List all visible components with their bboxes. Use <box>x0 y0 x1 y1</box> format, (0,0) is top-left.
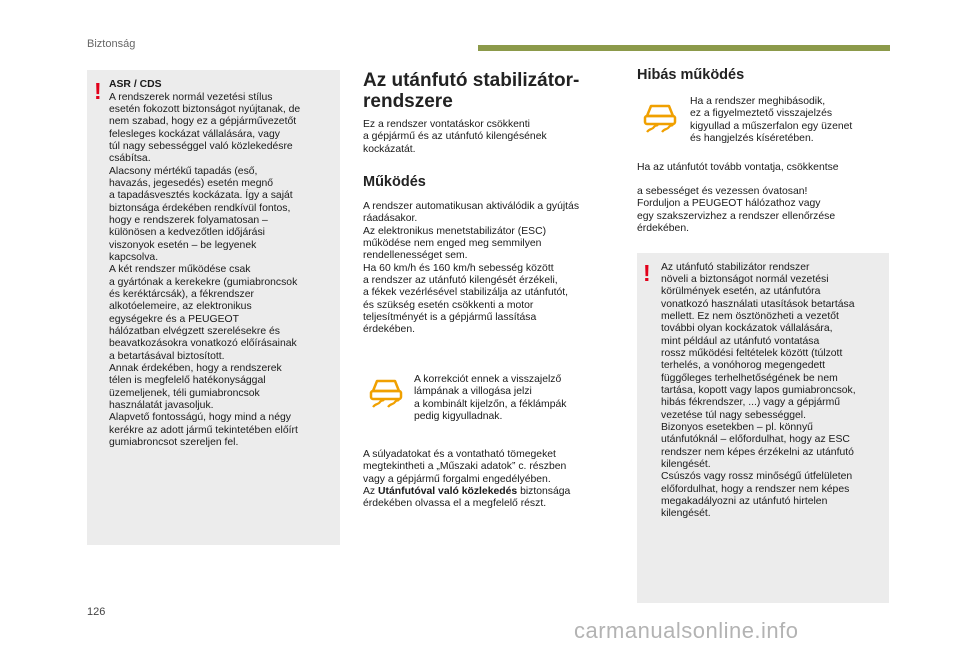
section-title-operation: Működés <box>363 174 426 190</box>
traction-control-icon <box>368 375 404 411</box>
asr-cds-text: A rendszerek normál vezetési stílus esetén fokozott biztonságot nyújtanak, de nem szabad, hogy ez a gépjárművezetőt felesleges kockázat vállalására, vagy túl nagy sebességgel való közlekedésre csábítsa. Alacsony mértékű tapadás (eső, havazás, jegesedés) esetén megnő a tapadásvesztés kockázata. Így a saját biztonsága érdekében rendkívül fontos, hogy e rendszerek folyamatosan – különösen a kedvezőtlen időjárási viszonyok esetén – be legyenek kapcsolva. A két rendszer működése csak a gyártónak a kerekekre (gumiabroncsok és keréktárcsák), a fékrendszer alkotóelemeire, az elektronikus egységekre és a PEUGEOT hálózatban elvégzett szerelésekre és beavatkozásokra vonatkozó előírásainak a betartásával biztosított. Annak érdekében, hogy a rendszerek télen is megfelelő hatékonysággal üzemeljenek, téli gumiabroncsok használatát javasoljuk. Alapvető fontosságú, hogy mind a négy kerékre az adott jármű tekintetében előírt gumiabroncsot szereljen fel. <box>109 91 301 449</box>
section-title-malfunction: Hibás működés <box>637 67 745 83</box>
malfunction-indicator-text: Ha a rendszer meghibásodik, ez a figyelmeztető visszajelzés kigyullad a műszerfalon egy üzenet és hangjelzés kíséretében. <box>690 96 853 145</box>
towing-info-text: A súlyadatokat és a vontatható tömegeket megtekintheti a „Műszaki adatok” c. részben vagy a gépjármű forgalmi engedélyében. Az Utánfutóval való közlekedés biztonsága érdekében olvassa el a megfelelő részt. <box>363 449 571 510</box>
warning-mark-icon: ! <box>643 260 651 286</box>
section-label: Biztonság <box>87 38 136 50</box>
traction-control-warning-icon <box>642 100 678 136</box>
warning-mark-icon: ! <box>94 78 102 104</box>
page-title: Az utánfutó stabilizátor- rendszere <box>363 70 580 112</box>
operation-text: A rendszer automatikusan aktiválódik a gyújtás ráadásakor. Az elektronikus menetstabilizátor (ESC) működése nem enged meg semmilyen rendellenességet sem. Ha 60 km/h és 160 km/h sebesség között a rendszer az utánfutó kilengését érzékeli, a fékek vezérlésével stabilizálja az utánfutót, és szükség esetén csökkenti a motor teljesítményét is a gépjármű lassítása érdekében. <box>363 201 580 336</box>
towing-link-text: Utánfutóval való közlekedés <box>378 486 518 498</box>
trailer-warning-text: Az utánfutó stabilizátor rendszer növeli a biztonságot normál vezetési körülmények esetén, az utánfutóra vonatkozó használati utasítások betartása mellett. Ez nem ösztönözheti a vezetőt további olyan kockázatok vállalására, mint például az utánfutó vontatása rossz működési feltételek között (túlzott terhelés, a vonóhorog megengedett függőleges terhelhetőségének be nem tartása, kopott vagy lapos gumiabroncsok, hibás fékrendszer, ...) vagy a gépjármű vezetése túl nagy sebességgel. Bizonyos esetekben – pl. könnyű utánfutóknál – előfordulhat, hogy az ESC rendszer nem képes érzékelni az utánfutó kilengését. Csúszós vagy rossz minőségű útfelületen előfordulhat, hogy a rendszer nem képes megakadályozni az utánfutó hirtelen kilengését. <box>661 261 856 520</box>
malfunction-para-2: a sebességet és vezessen óvatosan! Forduljon a PEUGEOT hálózathoz vagy egy szakszervizhez a rendszer ellenőrzése érdekében. <box>637 186 836 235</box>
indicator-description: A korrekciót ennek a visszajelző lámpának a villogása jelzi a kombinált kijelzőn, a féklámpák pedig kigyulladnak. <box>414 374 567 423</box>
malfunction-para-1: Ha az utánfutót tovább vontatja, csökkentse <box>637 162 839 173</box>
asr-cds-title: ASR / CDS <box>109 79 162 90</box>
watermark: carmanualsonline.info <box>574 618 799 643</box>
intro-text: Ez a rendszer vontatáskor csökkenti a gépjármű és az utánfutó kilengésének kockázatát. <box>363 119 547 155</box>
page-number: 126 <box>87 606 106 618</box>
header-rule <box>478 45 890 51</box>
